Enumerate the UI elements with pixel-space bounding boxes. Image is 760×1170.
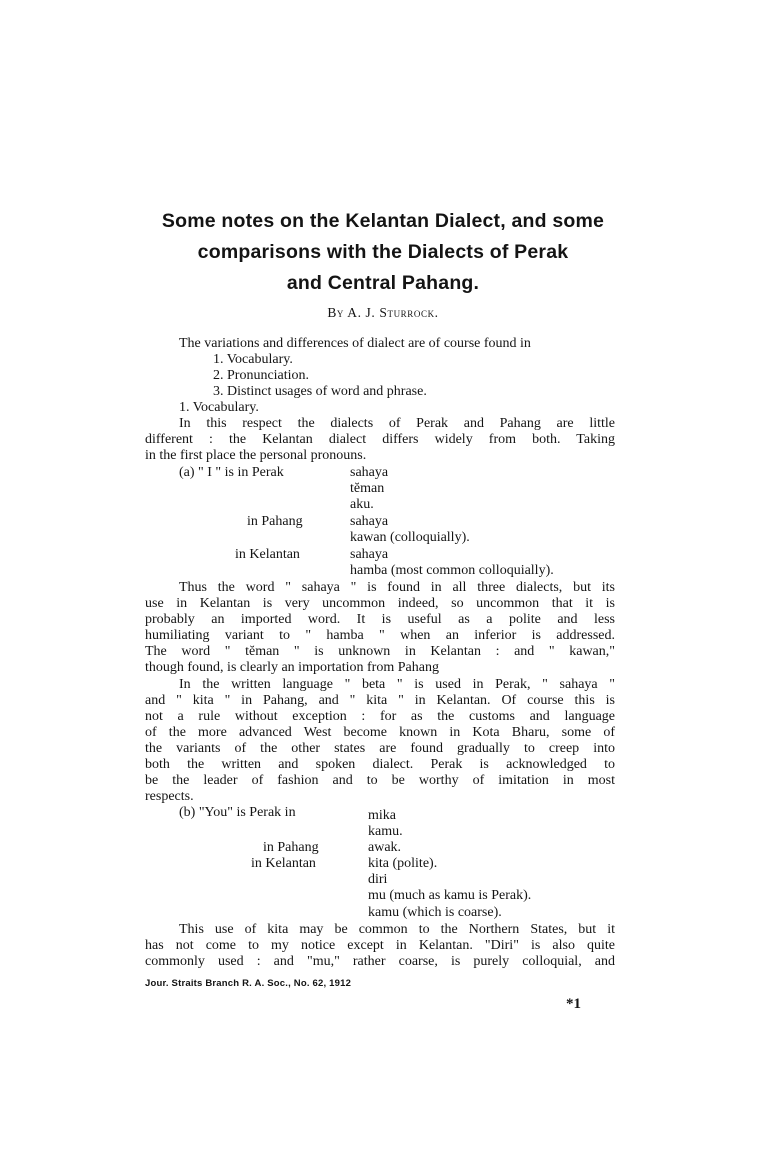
journal-footer: Jour. Straits Branch R. A. Soc., No. 62, 1912 [145, 978, 352, 989]
paragraph-line: commonly used : and "mu," rather coarse, is purely colloquial, and [145, 954, 615, 969]
table-a-cell: sahaya [350, 547, 389, 562]
paragraph-line: probably an imported word. It is useful as a polite and less [145, 612, 615, 627]
table-a-cell: sahaya [350, 465, 389, 480]
intro-paragraph: The variations and differences of dialect are of course found in [179, 336, 531, 351]
table-b-cell: mu (much as kamu is Perak). [368, 888, 532, 903]
paragraph-line: humiliating variant to " hamba " when an inferior is addressed. [145, 628, 615, 643]
list-item-1: 1. Vocabulary. [213, 352, 293, 367]
paragraph-line: use in Kelantan is very uncommon indeed, so uncommon that it is [145, 596, 615, 611]
table-a-cell: tĕman [350, 481, 385, 496]
section-heading-vocabulary: 1. Vocabulary. [179, 400, 259, 415]
paragraph-line: This use of kita may be common to the Northern States, but it [179, 922, 615, 937]
table-a-cell: kawan (colloquially). [350, 530, 470, 545]
list-item-2: 2. Pronunciation. [213, 368, 310, 383]
paragraph-line: the variants of the other states are found gradually to creep into [145, 741, 615, 756]
table-b-cell: awak. [368, 840, 402, 855]
article-title-line-3: and Central Pahang. [286, 272, 480, 294]
table-b-pahang-label: in Pahang [263, 840, 319, 855]
table-b-cell: diri [368, 872, 388, 887]
paragraph-line: though found, is clearly an importation from Pahang [145, 660, 439, 675]
table-b-cell: kamu (which is coarse). [368, 905, 502, 920]
paragraph-line: Thus the word " sahaya " is found in all three dialects, but its [179, 580, 615, 595]
article-byline: By A. J. Sturrock. [327, 305, 439, 320]
paragraph-line: In this respect the dialects of Perak and Pahang are little [179, 416, 615, 431]
list-item-3: 3. Distinct usages of word and phrase. [213, 384, 427, 399]
paragraph-line: in the first place the personal pronouns. [145, 448, 367, 463]
table-b-label: (b) "You" is Perak in [179, 805, 296, 820]
table-a-pahang-label: in Pahang [247, 514, 303, 529]
paragraph-line: different : the Kelantan dialect differs widely from both. Taking [145, 432, 615, 447]
table-a-cell: aku. [350, 497, 374, 512]
paragraph-line: respects. [145, 789, 194, 804]
page-signature: *1 [566, 996, 581, 1012]
article-title-line-2: comparisons with the Dialects of Perak [197, 241, 569, 263]
paragraph-line: of the more advanced West become known in Kota Bharu, some of [145, 725, 615, 740]
paragraph-line: In the written language " beta " is used in Perak, " sahaya " [179, 677, 615, 692]
article-title-line-1: Some notes on the Kelantan Dialect, and some [161, 210, 605, 232]
paragraph-line: both the written and spoken dialect. Perak is acknowledged to [145, 757, 615, 772]
table-b-cell: mika [368, 808, 396, 823]
paragraph-line: and " kita " in Pahang, and " kita " in Kelantan. Of course this is [145, 693, 615, 708]
paragraph-line: has not come to my notice except in Kelantan. "Diri" is also quite [145, 938, 615, 953]
table-a-cell: hamba (most common colloquially). [350, 563, 554, 578]
table-b-kelantan-label: in Kelantan [251, 856, 316, 871]
table-a-label: (a) " I " is in Perak [179, 465, 284, 480]
paragraph-line: be the leader of fashion and to be worthy of imitation in most [145, 773, 615, 788]
table-a-kelantan-label: in Kelantan [235, 547, 300, 562]
paragraph-line: not a rule without exception : for as the customs and language [145, 709, 615, 724]
table-b-cell: kita (polite). [368, 856, 438, 871]
table-b-cell: kamu. [368, 824, 403, 839]
table-a-cell: sahaya [350, 514, 389, 529]
paragraph-line: The word " tĕman " is unknown in Kelantan : and " kawan," [145, 644, 615, 659]
